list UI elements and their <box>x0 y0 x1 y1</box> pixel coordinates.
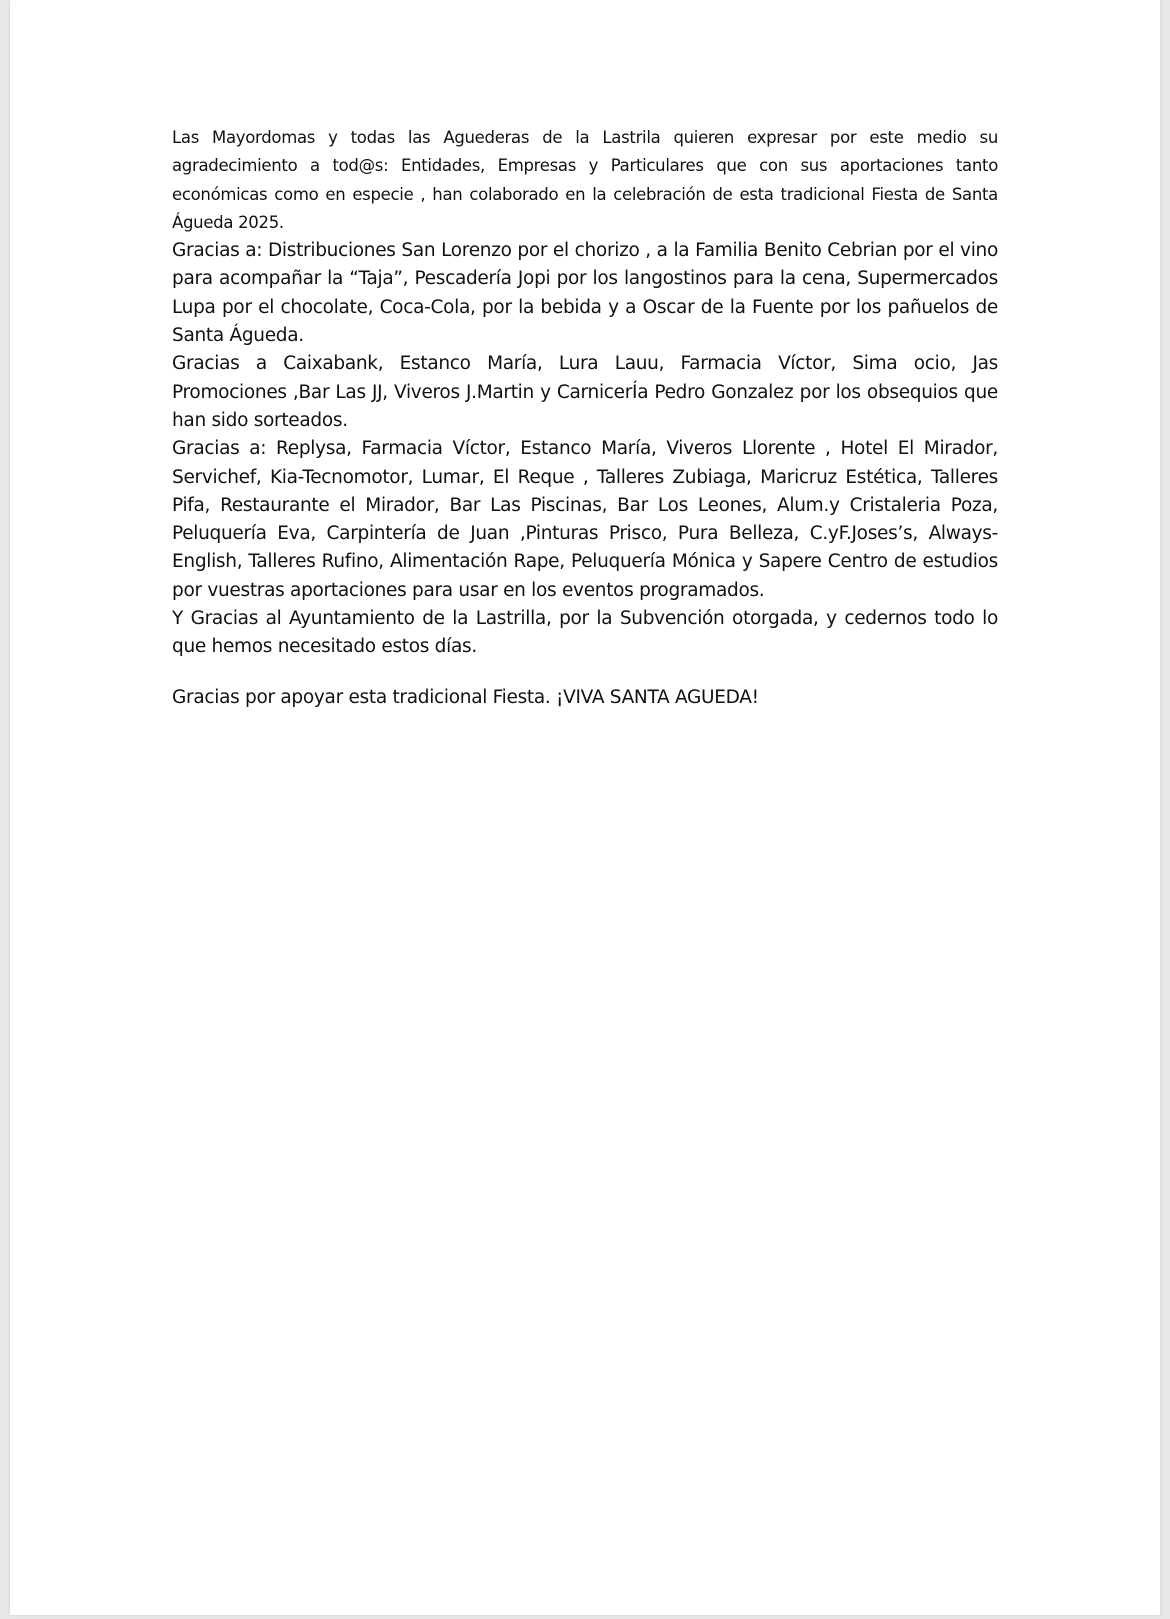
thanks-food-paragraph: Gracias a: Distribuciones San Lorenzo por el chorizo , a la Familia Benito Cebrian por el vino para acompañar la “Taja”, Pescadería Jopi por los langostinos para la cena, Supermercados Lupa por el chocolate, Coca-Cola, por la bebida y a Oscar de la Fuente por los pañuelos de Santa Águeda. <box>172 240 998 347</box>
document-page <box>10 0 1160 1615</box>
document-body <box>172 124 998 712</box>
intro-paragraph: Las Mayordomas y todas las Aguederas de la Lastrila quieren expresar por este medio su agradecimiento a tod@s: Entidades, Empresas y Particulares que con sus aportaciones tanto económicas como en especie , han colaborado en la celebración de esta tradicional Fiesta de Santa Águeda 2025. <box>172 128 998 232</box>
thanks-contributions-paragraph: Gracias a: Replysa, Farmacia Víctor, Estanco María, Viveros Llorente , Hotel El Mirador, Servichef, Kia-Tecnomotor, Lumar, El Reque , Talleres Zubiaga, Maricruz Estética, Talleres Pifa, Restaurante el Mirador, Bar Las Piscinas, Bar Los Leones, Alum.y Cristaleria Poza, Peluquería Eva, Carpintería de Juan ,Pinturas Prisco, Pura Belleza, C.yF.Joses’s, Always-English, Talleres Rufino, Alimentación Rape, Peluquería Mónica y Sapere Centro de estudios por vuestras aportaciones para usar en los eventos programados. <box>172 438 998 601</box>
thanks-town-hall-paragraph: Y Gracias al Ayuntamiento de la Lastrilla, por la Subvención otorgada, y cedernos todo lo que hemos necesitado estos días. <box>172 608 998 658</box>
thanks-raffle-paragraph: Gracias a Caixabank, Estanco María, Lura Lauu, Farmacia Víctor, Sima ocio, Jas Promociones ,Bar Las JJ, Viveros J.Martin y CarnicerÍa Pedro Gonzalez por los obsequios que han sido sorteados. <box>172 353 998 431</box>
closing-line: Gracias por apoyar esta tradicional Fiesta. ¡VIVA SANTA AGUEDA! <box>172 686 759 708</box>
